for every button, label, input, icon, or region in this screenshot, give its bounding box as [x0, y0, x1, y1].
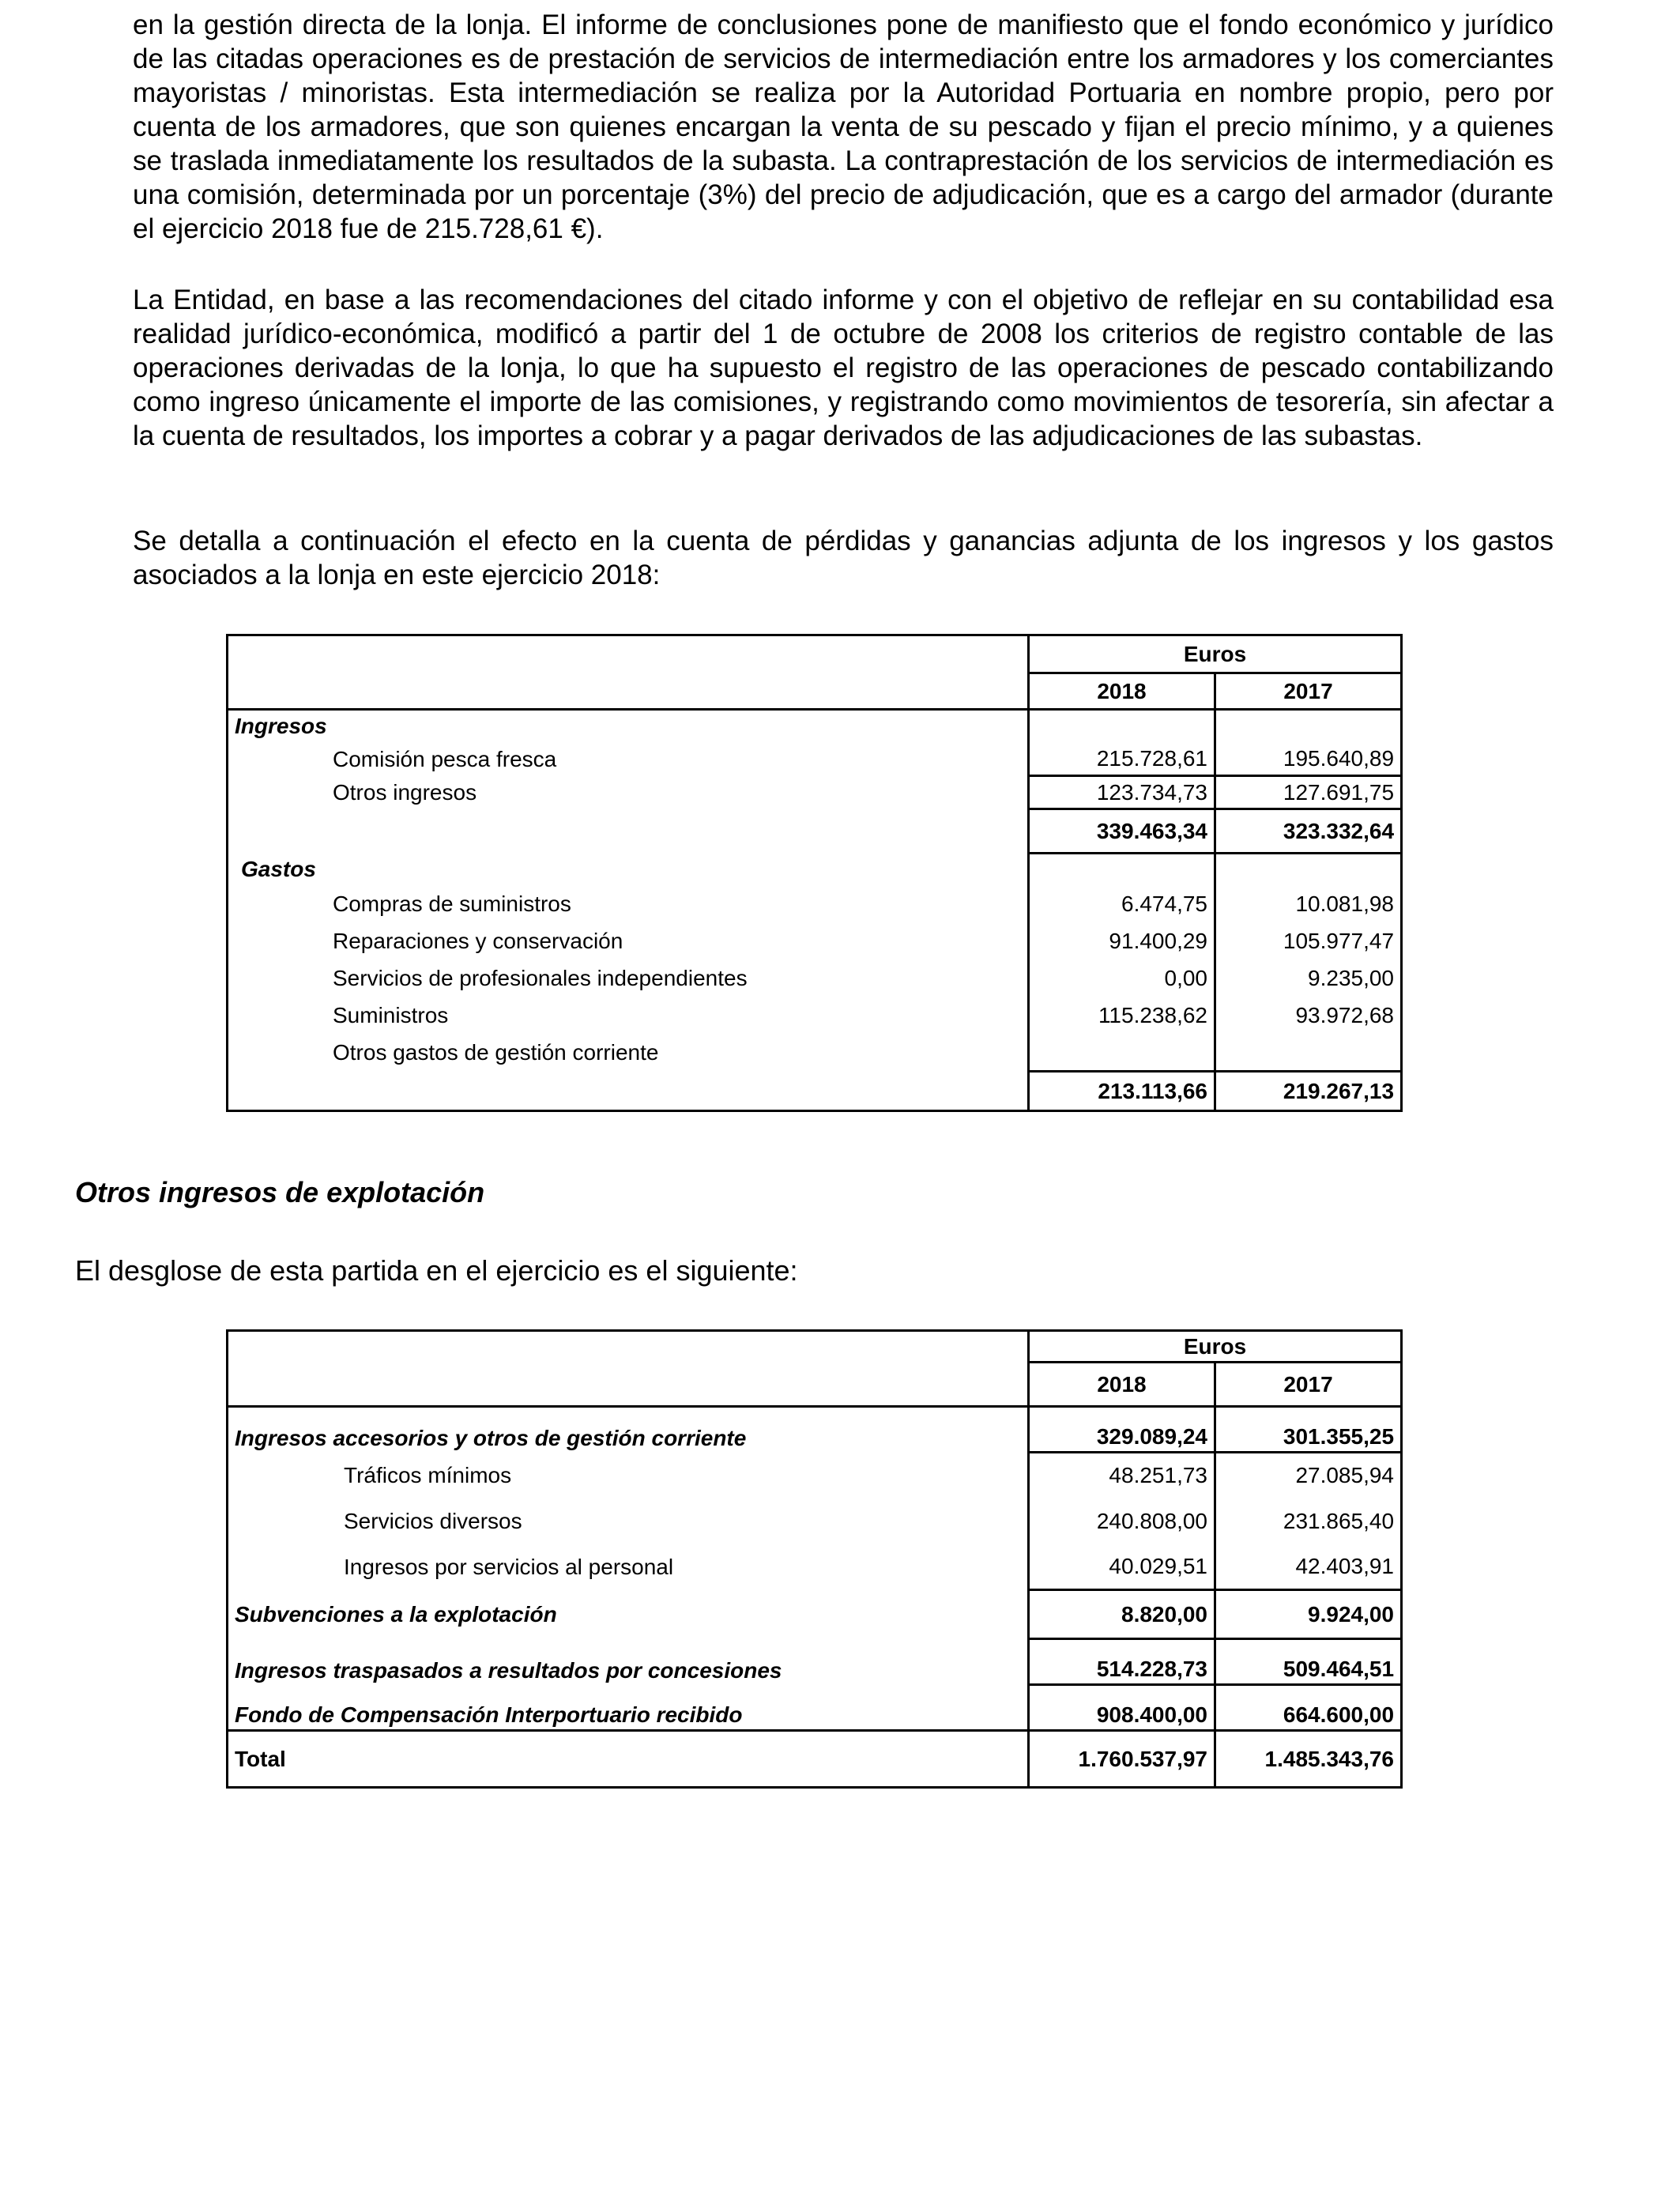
gastos-label: Gastos — [241, 856, 316, 881]
value-2018: 123.734,73 — [1029, 776, 1215, 809]
value-2018: 48.251,73 — [1029, 1453, 1215, 1498]
table-row — [228, 743, 1402, 776]
value-2018: 115.238,62 — [1029, 997, 1215, 1035]
value-2017: 231.865,40 — [1215, 1498, 1402, 1544]
table-row — [228, 997, 1402, 1035]
row-label: Servicios de profesionales independientes — [333, 966, 748, 990]
value-2017: 9.924,00 — [1215, 1590, 1402, 1639]
accounting-paragraph: La Entidad, en base a las recomendaciones del citado informe y con el objetivo de reflejar en su contabilidad esa realidad jurídico-económica, modificó a partir del 1 de octubre de 2008 los criterios de registro contable de las operaciones derivadas de la lonja, lo que ha supuesto el registro de las operaciones de pescado contabilizando como ingreso únicamente el importe de las comisiones, y registrando como movimientos de tesorería, sin afectar a la cuenta de resultados, los importes a cobrar y a pagar derivados de las adjudicaciones de las subastas. — [133, 285, 1554, 451]
table-row — [228, 1035, 1402, 1072]
row-label: Fondo de Compensación Interportuario recibido — [235, 1702, 743, 1727]
value-2018: 40.029,51 — [1029, 1544, 1215, 1590]
table-row — [228, 1731, 1402, 1788]
value-2018: 0,00 — [1029, 960, 1215, 997]
euros-header: Euros — [1029, 635, 1402, 673]
row-label: Tráficos mínimos — [344, 1462, 512, 1487]
value-2018: 329.089,24 — [1029, 1407, 1215, 1453]
value-2017: 105.977,47 — [1215, 923, 1402, 960]
value-2017: 9.235,00 — [1215, 960, 1402, 997]
total-gastos-2018: 213.113,66 — [1029, 1072, 1215, 1111]
total-label: Total — [228, 1731, 1029, 1788]
table-row — [228, 809, 1402, 854]
breakdown-paragraph: El desglose de esta partida en el ejercicio es el siguiente: — [75, 1254, 798, 1287]
year-2018-header: 2018 — [1029, 1363, 1215, 1407]
table-row — [228, 1407, 1402, 1453]
value-2018: 908.400,00 — [1029, 1685, 1215, 1731]
detail-paragraph: Se detalla a continuación el efecto en la cuenta de pérdidas y ganancias adjunta de los ingresos y los gastos asociados a la lonja en este ejercicio 2018: — [133, 526, 1554, 590]
row-label: Comisión pesca fresca — [333, 746, 557, 771]
total-2017: 1.485.343,76 — [1215, 1731, 1402, 1788]
value-2018: 514.228,73 — [1029, 1639, 1215, 1685]
row-label: Otros ingresos — [333, 779, 477, 805]
lonja-effect-table — [226, 634, 1403, 1112]
row-label: Suministros — [333, 1003, 449, 1027]
table-row — [228, 1685, 1402, 1731]
otros-ingresos-table — [226, 1329, 1403, 1789]
intro-paragraph: en la gestión directa de la lonja. El informe de conclusiones pone de manifiesto que el fondo económico y jurídico de las citadas operaciones es de prestación de servicios de intermediación entre los armadores y los comerciantes mayoristas / minoristas. Esta intermediación se realiza por la Autoridad Portuaria en nombre propio, pero por cuenta de los armadores, que son quienes encargan la venta de su pescado y fijan el precio mínimo, y a quienes se traslada inmediatamente los resultados de la subasta. La contraprestación de los servicios de intermediación es una comisión, determinada por un porcentaje (3%) del precio de adjudicación, que es a cargo del armador (durante el ejercicio 2018 fue de 215.728,61 €). — [133, 9, 1554, 244]
table-row — [228, 1453, 1402, 1498]
total-2018: 1.760.537,97 — [1029, 1731, 1215, 1788]
total-ingresos-2017: 323.332,64 — [1215, 809, 1402, 854]
table-row — [228, 1639, 1402, 1685]
value-2017: 301.355,25 — [1215, 1407, 1402, 1453]
empty-header-cell — [228, 1363, 1029, 1407]
value-2018: 91.400,29 — [1029, 923, 1215, 960]
year-2017-header: 2017 — [1215, 1363, 1402, 1407]
value-2018: 6.474,75 — [1029, 885, 1215, 923]
total-gastos-2017: 219.267,13 — [1215, 1072, 1402, 1111]
year-2018-header: 2018 — [1029, 673, 1215, 710]
value-2017: 195.640,89 — [1215, 743, 1402, 776]
row-label: Ingresos traspasados a resultados por concesiones — [235, 1657, 782, 1683]
section-heading: Otros ingresos de explotación — [75, 1176, 485, 1208]
value-2018: 215.728,61 — [1029, 743, 1215, 776]
empty-header-cell — [228, 673, 1029, 710]
ingresos-label: Ingresos — [235, 714, 327, 739]
value-2017: 93.972,68 — [1215, 997, 1402, 1035]
value-2017: 42.403,91 — [1215, 1544, 1402, 1590]
value-2018: 8.820,00 — [1029, 1590, 1215, 1639]
value-2017: 10.081,98 — [1215, 885, 1402, 923]
table-row — [228, 960, 1402, 997]
table-row — [228, 1498, 1402, 1544]
table-row — [228, 1072, 1402, 1111]
table-row — [228, 1544, 1402, 1590]
value-2017: 664.600,00 — [1215, 1685, 1402, 1731]
table-row — [228, 885, 1402, 923]
value-2018: 240.808,00 — [1029, 1498, 1215, 1544]
table-row — [228, 923, 1402, 960]
row-label: Compras de suministros — [333, 891, 571, 916]
empty-header-cell — [228, 635, 1029, 673]
row-label: Subvenciones a la explotación — [235, 1601, 557, 1627]
row-label: Ingresos accesorios y otros de gestión corriente — [235, 1425, 747, 1450]
euros-header: Euros — [1029, 1331, 1402, 1363]
table-row — [228, 1590, 1402, 1639]
value-2017: 27.085,94 — [1215, 1453, 1402, 1498]
table-row — [228, 776, 1402, 809]
value-2017: 509.464,51 — [1215, 1639, 1402, 1685]
row-label: Reparaciones y conservación — [333, 929, 623, 953]
row-label: Ingresos por servicios al personal — [344, 1554, 674, 1579]
row-label: Otros gastos de gestión corriente — [333, 1040, 659, 1065]
year-2017-header: 2017 — [1215, 673, 1402, 710]
value-2017: 127.691,75 — [1215, 776, 1402, 809]
total-ingresos-2018: 339.463,34 — [1029, 809, 1215, 854]
row-label: Servicios diversos — [344, 1508, 522, 1533]
empty-header-cell — [228, 1331, 1029, 1363]
